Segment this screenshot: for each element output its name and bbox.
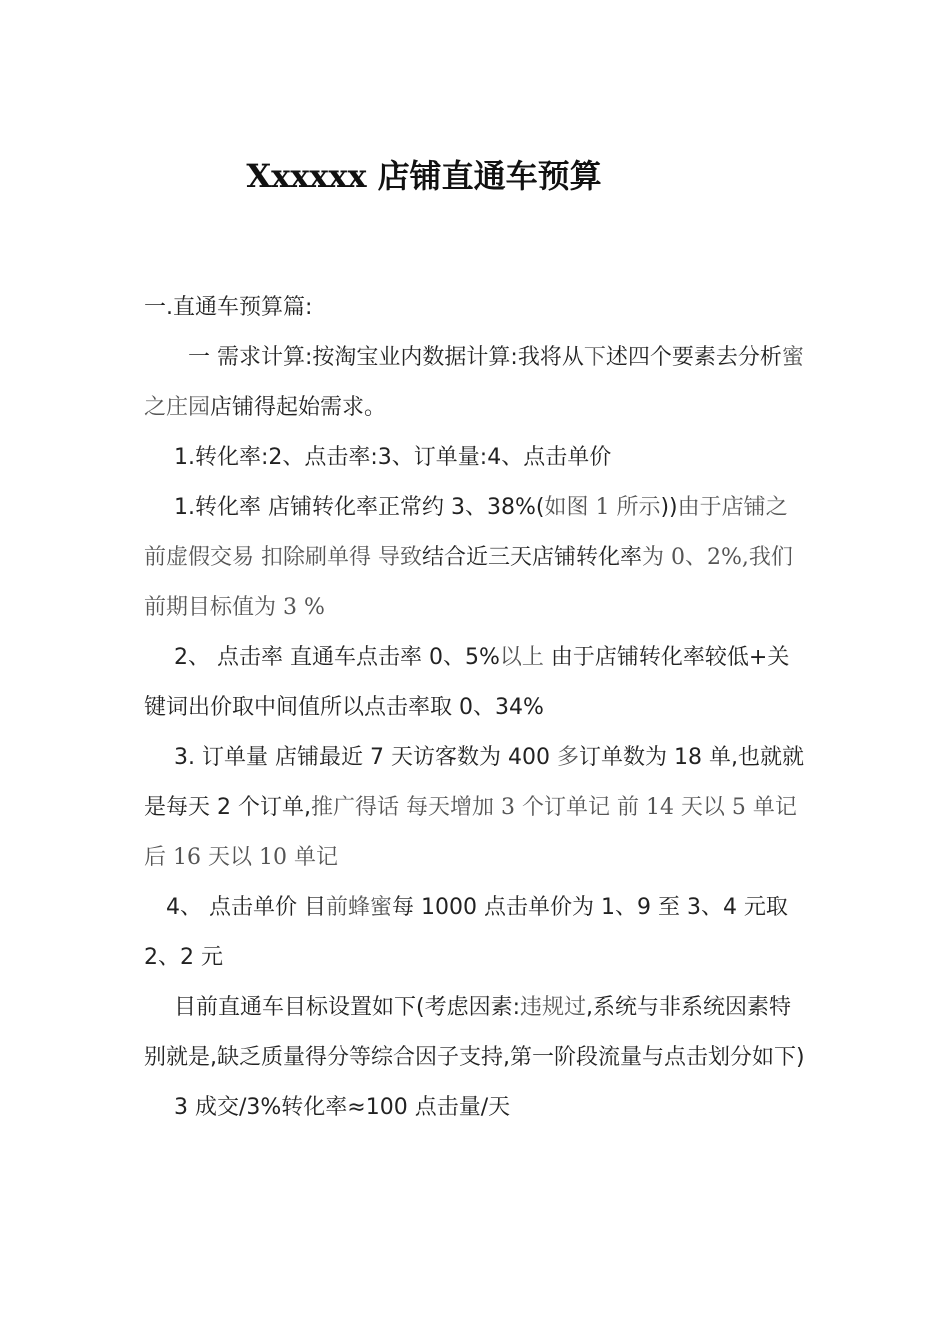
text-run: ,系统与非系统因素特别就是,缺乏质量得分等综合因子支持,第一阶段流量与点击划分如下) [144, 995, 805, 1070]
document-body [144, 283, 808, 1133]
text-run: 由于店铺转化率较低+关键词出价取中间值所以点击率取 0、34% [144, 645, 790, 720]
text-run: 多 [556, 745, 579, 770]
text-run: 由于店铺之前虚假交易 扣除刷单得 导致 [144, 495, 788, 570]
paragraph-order-volume [144, 733, 808, 883]
text-run: 店铺得起始需求。 [210, 395, 387, 420]
text-run: 每 1000 点击单价为 1、9 至 3、4 元取 2、2 元 [144, 895, 788, 970]
text-run: 以上 [499, 645, 544, 670]
paragraph-target-settings [144, 983, 808, 1083]
text-run: 述四个要素去分析 [605, 345, 782, 370]
text-run: 3. 订单量 店铺最近 7 天访客数为 400 [174, 745, 557, 770]
paragraph-click-price [144, 883, 808, 983]
text-run: 4、 点击单价 目 [166, 895, 326, 920]
section-heading: 一.直通车预算篇: [144, 295, 313, 320]
paragraph-click-volume: 3 成交/3%转化率≈100 点击量/天 [174, 1095, 511, 1120]
text-run: 如图 1 所示 [544, 495, 661, 520]
text-run: 违规过 [520, 995, 587, 1020]
text-run: 前蜂蜜 [325, 895, 392, 920]
paragraph-demand-calculation [144, 333, 808, 433]
shop-name: 蜜之庄园 [144, 345, 804, 420]
text-run: 下 [583, 345, 606, 370]
text-run: 推广得话 每天增加 3 个订单记 前 14 天以 5 单记 后 16 天以 10 单记 [144, 795, 797, 870]
text-run: 结合近三天店铺转化率 [422, 545, 643, 570]
text-run: 2、 点击率 直通车点击率 0、5% [174, 645, 500, 670]
paragraph-click-rate [144, 633, 808, 733]
text-run: 1.转化率 店铺转化率正常约 3、38%( [174, 495, 545, 520]
paragraph-factor-list: 1.转化率:2、点击率:3、订单量:4、点击单价 [174, 445, 612, 470]
paragraph-conversion-rate [144, 483, 808, 633]
text-run: 订单数为 18 单,也就就是每天 2 个订单, [144, 745, 804, 820]
text-run: )) [660, 495, 678, 520]
text-run: 目前直通车目标设置如下(考虑因素: [174, 995, 520, 1020]
text-run: 为 0、2%,我们前期目标值为 3 % [144, 545, 793, 620]
document-title: Xxxxxx 店铺直通车预算 [246, 157, 602, 195]
text-run: 一 需求计算:按淘宝业内数据计算:我将从 [188, 345, 584, 370]
